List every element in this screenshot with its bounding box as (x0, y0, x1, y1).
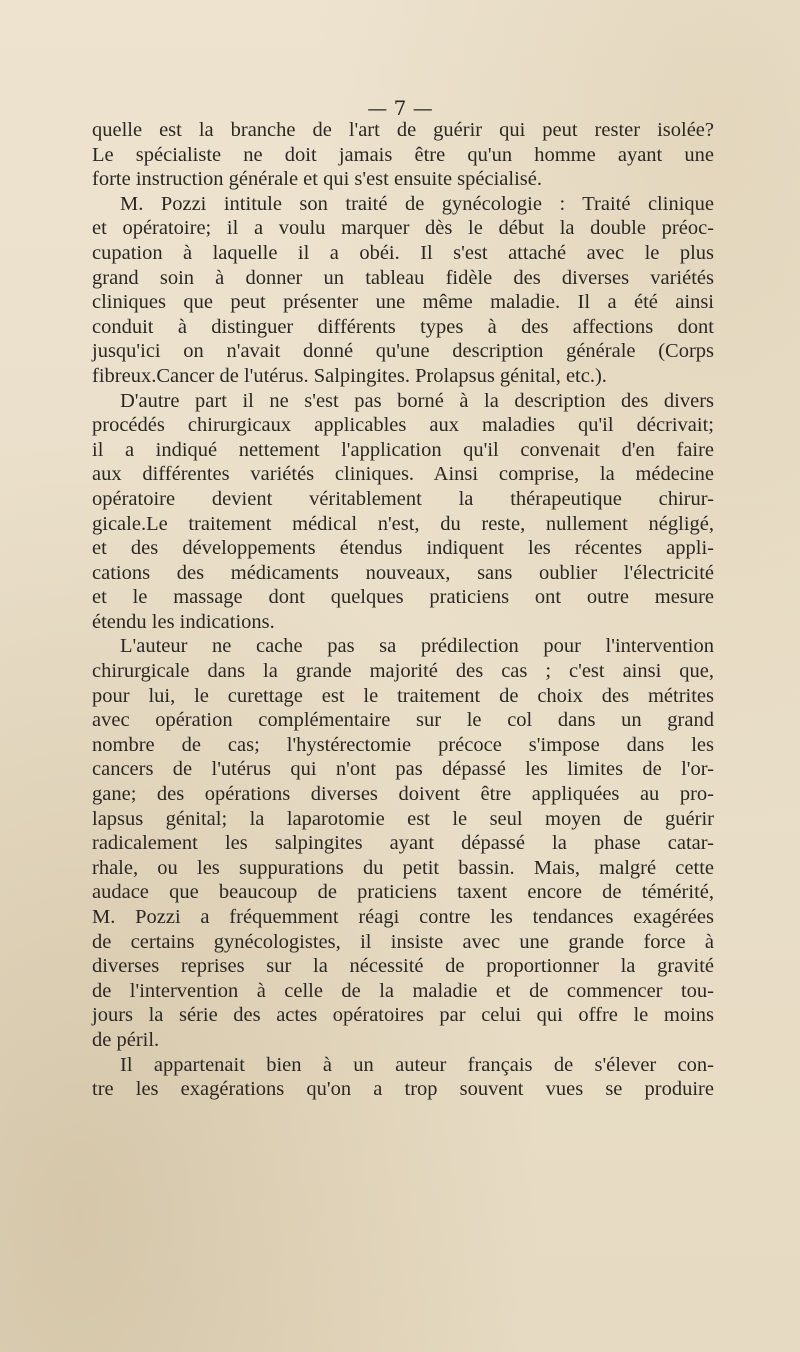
text-line: lapsus génital; la laparotomie est le seul moyen de guérir (92, 807, 714, 830)
text-line: opératoire devient véritablement la thérapeutique chirur- (92, 487, 714, 510)
text-line: M. Pozzi a fréquemment réagi contre les tendances exagérées (92, 906, 714, 928)
text-line: et le massage dont quelques praticiens ont outre mesure (92, 586, 714, 609)
text-line: Le spécialiste ne doit jamais être qu'un homme ayant une (92, 143, 714, 166)
text-line: quelle est la branche de l'art de guérir qui peut rester isolée? (92, 119, 714, 141)
text-line: cupation à laquelle il a obéi. Il s'est attaché avec le plus (92, 241, 714, 264)
text-line: il a indiqué nettement l'application qu'il convenait d'en faire (92, 438, 714, 461)
text-line: de péril. (92, 1028, 160, 1051)
text-line: D'autre part il ne s'est pas borné à la description des divers (120, 389, 714, 412)
text-line: aux différentes variétés cliniques. Ainsi comprise, la médecine (92, 463, 714, 486)
text-line: audace que beaucoup de praticiens taxent encore de témérité, (92, 881, 714, 904)
text-line: nombre de cas; l'hystérectomie précoce s'impose dans les (92, 733, 714, 756)
text-line: cancers de l'utérus qui n'ont pas dépassé les limites de l'or- (92, 758, 714, 781)
text-line: M. Pozzi intitule son traité de gynécologie : Traité clinique (120, 192, 714, 215)
text-line: conduit à distinguer différents types à des affections dont (92, 315, 714, 338)
text-line: rhale, ou les suppurations du petit bassin. Mais, malgré cette (92, 856, 714, 879)
page-number: — 7 — (367, 96, 433, 120)
text-line: de certains gynécologistes, il insiste avec une grande force à (92, 930, 714, 953)
text-line: jusqu'ici on n'avait donné qu'une description générale (Corps (92, 340, 714, 363)
text-line: fibreux.Cancer de l'utérus. Salpingites. Prolapsus génital, etc.). (92, 364, 607, 387)
text-line: gane; des opérations diverses doivent être appliquées au pro- (92, 783, 714, 806)
text-line: L'auteur ne cache pas sa prédilection pour l'intervention (120, 635, 714, 658)
text-line: radicalement les salpingites ayant dépassé la phase catar- (92, 832, 714, 855)
text-line: diverses reprises sur la nécessité de proportionner la gravité (92, 955, 714, 978)
text-line: de l'intervention à celle de la maladie et de commencer tou- (92, 979, 714, 1002)
text-line: gicale.Le traitement médical n'est, du reste, nullement négligé, (92, 512, 714, 535)
text-line: pour lui, le curettage est le traitement de choix des métrites (92, 684, 714, 707)
text-line: procédés chirurgicaux applicables aux maladies qu'il décrivait; (92, 414, 714, 437)
text-line: cations des médicaments nouveaux, sans oublier l'électricité (92, 561, 714, 584)
text-line: tre les exagérations qu'on a trop souvent vues se produire (92, 1078, 714, 1101)
text-line: chirurgicale dans la grande majorité des cas ; c'est ainsi que, (92, 660, 714, 683)
text-line: grand soin à donner un tableau fidèle des diverses variétés (92, 266, 714, 289)
text-line: et des développements étendus indiquent les récentes appli- (92, 537, 714, 560)
text-line: étendu les indications. (92, 610, 275, 633)
body-text (92, 118, 714, 1102)
text-line: forte instruction générale et qui s'est ensuite spécialisé. (92, 168, 542, 191)
text-line: Il appartenait bien à un auteur français de s'élever con- (120, 1053, 714, 1076)
text-line: et opératoire; il a voulu marquer dès le début la double préoc- (92, 217, 714, 240)
text-line: jours la série des actes opératoires par celui qui offre le moins (92, 1004, 714, 1027)
text-line: cliniques que peut présenter une même maladie. Il a été ainsi (92, 291, 714, 314)
text-line: avec opération complémentaire sur le col dans un grand (92, 709, 714, 732)
